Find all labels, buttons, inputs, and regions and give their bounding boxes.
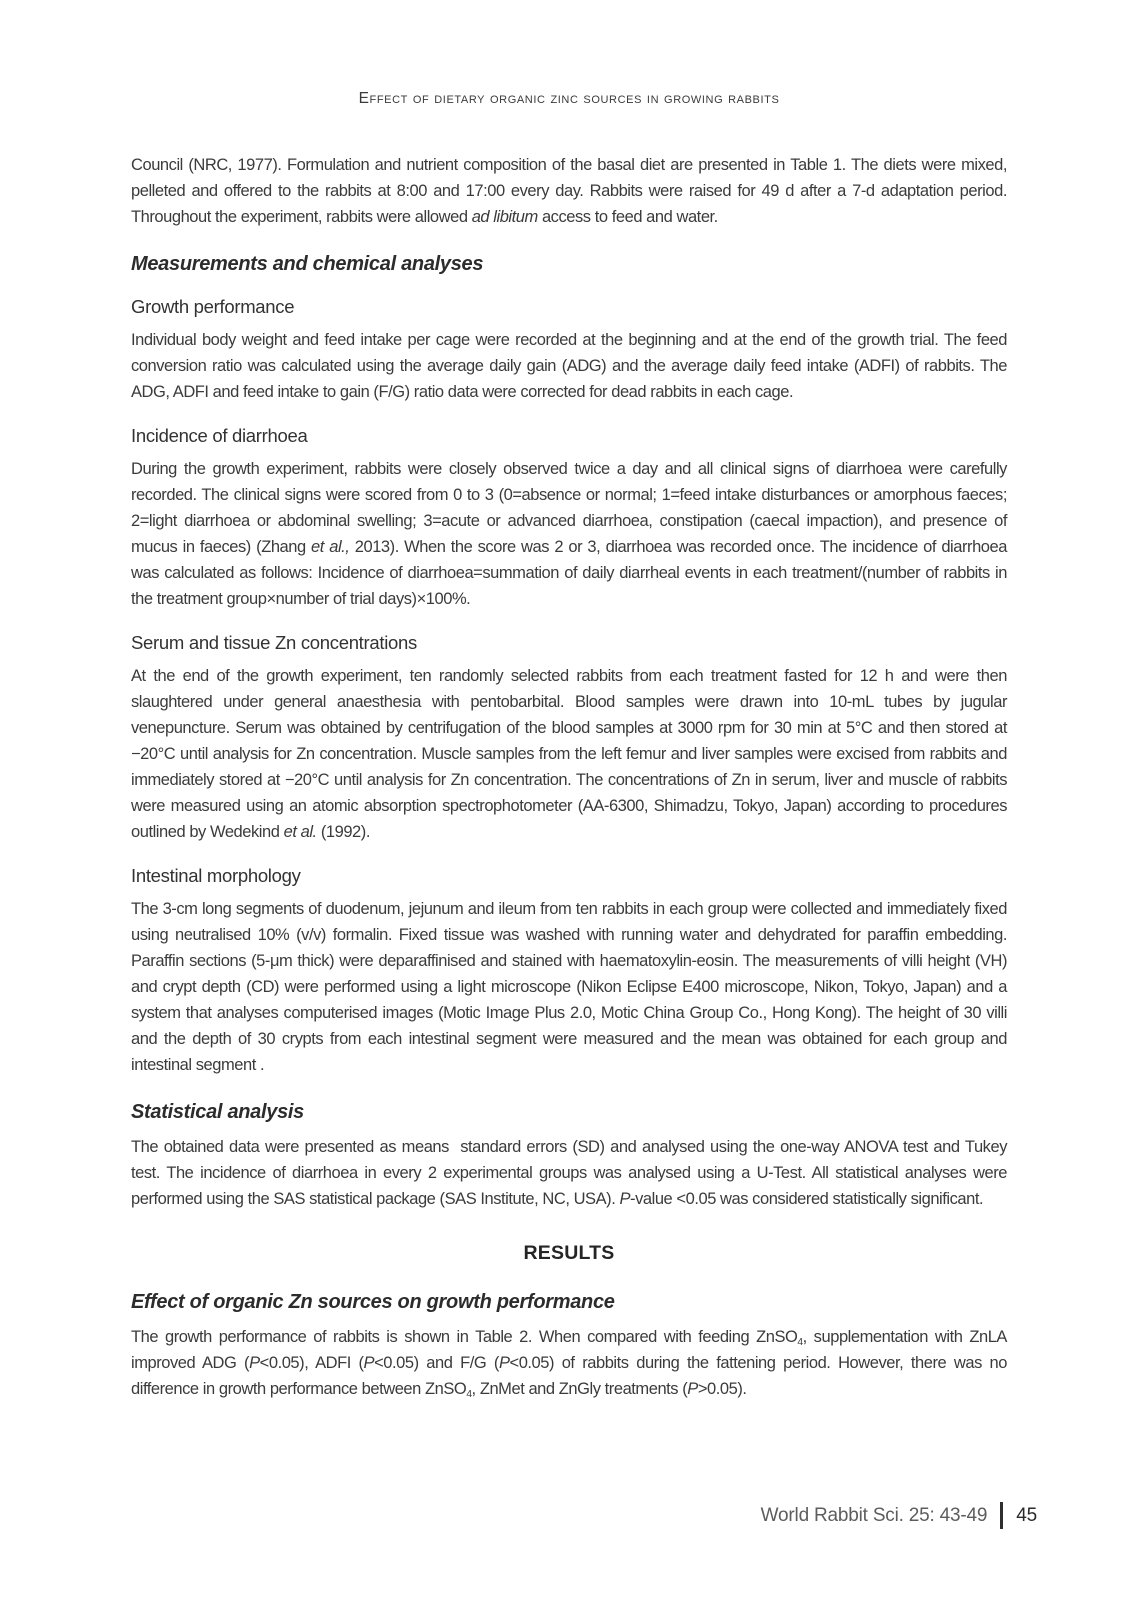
para-effect-growth-seg-10: , ZnMet and ZnGly treatments ( [471, 1380, 688, 1398]
para-serum-zn-seg-2: (1992). [316, 823, 370, 841]
para-serum-zn [131, 663, 1007, 845]
para-effect-growth-seg-8: <0.05) of rabbits during the fattening period. However, there was no difference in growth performance between ZnSO [131, 1354, 1007, 1398]
para-diet-continuation-seg-0: Council (NRC, 1977). Formulation and nutrient composition of the basal diet are presented in Table 1. The diets were mixed, pelleted and offered to the rabbits at 8:00 and 17:00 every day. Rabbits were raised for 49 d after a 7-d adaptation period. Throughout the experiment, rabbits were allowed [131, 156, 1007, 226]
heading-effect-growth: Effect of organic Zn sources on growth performance [131, 1291, 615, 1313]
para-intestinal-morphology [131, 896, 1007, 1078]
para-growth-performance [131, 327, 1007, 405]
para-incidence-diarrhoea [131, 456, 1007, 612]
para-effect-growth-seg-1: 4 [797, 1337, 803, 1349]
heading-results: RESULTS [523, 1242, 615, 1264]
para-serum-zn-seg-1: et al. [283, 823, 317, 841]
para-growth-performance-seg-0: Individual body weight and feed intake per cage were recorded at the beginning and at the end of the growth trial. The feed conversion ratio was calculated using the average daily gain (ADG) and the average daily feed intake (ADFI) of rabbits. The ADG, ADFI and feed intake to gain (F/G) ratio data were corrected for dead rabbits in each cage. [131, 331, 1007, 401]
para-statistical-analysis-seg-1: P [619, 1190, 631, 1208]
subheading-growth-performance: Growth performance [131, 296, 295, 317]
para-effect-growth-seg-0: The growth performance of rabbits is shown in Table 2. When compared with feeding ZnSO [131, 1328, 798, 1346]
para-effect-growth-seg-12: >0.05). [697, 1380, 747, 1398]
para-intestinal-morphology-seg-0: The 3-cm long segments of duodenum, jejunum and ileum from ten rabbits in each group were collected and immediately fixed using neutralised 10% (v/v) formalin. Fixed tissue was washed with running water and dehydrated for paraffin embedding. Paraffin sections (5-μm thick) were deparaffinised and stained with haematoxylin-eosin. The measurements of villi height (VH) and crypt depth (CD) were performed using a light microscope (Nikon Eclipse E400 microscope, Nikon, Tokyo, Japan) and a system that analyses computerised images (Motic Image Plus 2.0, Motic China Group Co., Hong Kong). The height of 30 villi and the depth of 30 crypts from each intestinal segment were measured and the mean was obtained for each group and intestinal segment . [131, 900, 1007, 1074]
para-effect-growth-seg-5: P [363, 1354, 375, 1372]
para-incidence-diarrhoea-seg-2: 2013). When the score was 2 or 3, diarrhoea was recorded once. The incidence of diarrhoea was calculated as follows: Incidence of diarrhoea=summation of daily diarrheal events in each treatment/(number of rabbits in the treatment group×number of trial days)×100%. [131, 538, 1007, 608]
para-incidence-diarrhoea-seg-0: During the growth experiment, rabbits were closely observed twice a day and all clinical signs of diarrhoea were carefully recorded. The clinical signs were scored from 0 to 3 (0=absence or normal; 1=feed intake disturbances or amorphous faeces; 2=light diarrhoea or abdominal swelling; 3=acute or advanced diarrhoea, constipation (caecal impaction), and presence of mucus in faeces) (Zhang [131, 460, 1007, 556]
para-effect-growth-seg-6: <0.05) and F/G ( [374, 1354, 499, 1372]
para-diet-continuation-seg-2: access to feed and water. [537, 208, 718, 226]
para-effect-growth-seg-4: <0.05), ADFI ( [259, 1354, 364, 1372]
journal-citation: World Rabbit Sci. 25: 43-49 [760, 1504, 988, 1526]
subheading-incidence-diarrhoea: Incidence of diarrhoea [131, 425, 308, 446]
para-diet-continuation-seg-1: ad libitum [471, 208, 538, 226]
para-effect-growth [131, 1324, 1007, 1402]
para-effect-growth-seg-7: P [498, 1354, 510, 1372]
page-number: 45 [1016, 1504, 1037, 1526]
heading-statistical-analysis: Statistical analysis [131, 1101, 304, 1123]
para-diet-continuation [131, 152, 1007, 230]
running-head: Effect of dietary organic zinc sources in growing rabbits [358, 90, 780, 107]
para-effect-growth-seg-2: , supplementation with ZnLA improved ADG ( [131, 1328, 1007, 1372]
subheading-intestinal-morphology: Intestinal morphology [131, 865, 301, 886]
para-statistical-analysis-seg-0: The obtained data were presented as means standard errors (SD) and analysed using the one-way ANOVA test and Tukey test. The incidence of diarrhoea in every 2 experimental groups was analysed using a U-Test. All statistical analyses were performed using the SAS statistical package (SAS Institute, NC, USA). [131, 1138, 1007, 1208]
heading-measurements: Measurements and chemical analyses [131, 253, 484, 275]
para-effect-growth-seg-11: P [687, 1380, 698, 1398]
para-effect-growth-seg-9: 4 [466, 1389, 472, 1401]
para-serum-zn-seg-0: At the end of the growth experiment, ten randomly selected rabbits from each treatment fasted for 12 h and were then slaughtered under general anaesthesia with pentobarbital. Blood samples were drawn into 10-mL tubes by jugular venepuncture. Serum was obtained by centrifugation of the blood samples at 3000 rpm for 30 min at 5°C and then stored at −20°C until analysis for Zn concentration. Muscle samples from the left femur and liver samples were excised from rabbits and immediately stored at −20°C until analysis for Zn concentration. The concentrations of Zn in serum, liver and muscle of rabbits were measured using an atomic absorption spectrophotometer (AA-6300, Shimadzu, Tokyo, Japan) according to procedures outlined by Wedekind [131, 667, 1007, 841]
para-incidence-diarrhoea-seg-1: et al., [311, 538, 350, 556]
page-footer [761, 1502, 1037, 1529]
para-statistical-analysis [131, 1134, 1007, 1212]
para-effect-growth-seg-3: P [249, 1354, 260, 1372]
footer-divider [1000, 1502, 1003, 1529]
content [131, 152, 1007, 1402]
subheading-serum-zn: Serum and tissue Zn concentrations [131, 632, 417, 653]
para-statistical-analysis-seg-2: -value <0.05 was considered statistically significant. [630, 1190, 984, 1208]
